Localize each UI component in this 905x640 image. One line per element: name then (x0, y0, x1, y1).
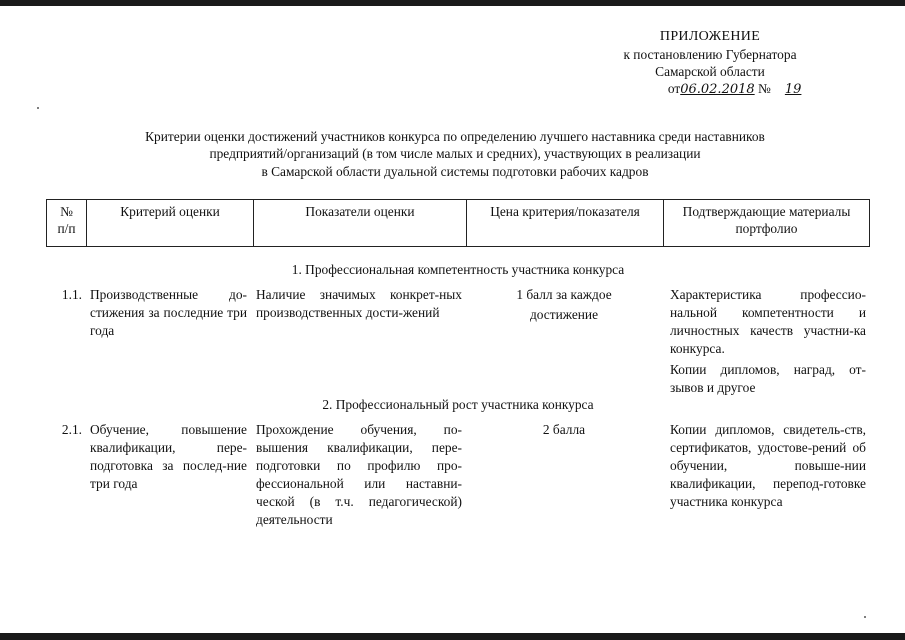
row-materials (670, 286, 866, 398)
number-label: № (758, 80, 771, 96)
appendix-date-line (560, 80, 860, 99)
appendix-line-1: к постановлению Губернатора (623, 46, 797, 62)
row-criterion: Обучение, повышение квалификации, пере-подготовка за послед-ние три года (90, 422, 247, 492)
scan-speck (37, 107, 39, 109)
header-materials: Подтверждающие материалы портфолио (664, 200, 870, 246)
section-title-1: 1. Профессиональная компетентность участника конкурса (291, 262, 625, 277)
row-indicator: Прохождение обучения, по-вышения квалификации, пере-подготовки по профилю про-фессиональной или наставни-ческой (в т.ч. педагогической) деятельности (256, 422, 462, 528)
scan-bottom-border (0, 633, 905, 640)
title-line-2: предприятий/организаций (в том числе малых и средних), участвующих в реализации (209, 146, 701, 162)
date-prefix: от (667, 80, 681, 96)
header-number: № п/п (46, 200, 87, 246)
handwritten-date: 06.02.2018 (680, 81, 755, 97)
appendix-heading: ПРИЛОЖЕНИЕ (659, 29, 761, 44)
title-line-3: в Самарской области дуальной системы подготовки рабочих кадров (261, 163, 649, 179)
appendix-block (560, 28, 860, 98)
scan-speck (864, 616, 866, 618)
row-materials (670, 421, 866, 511)
materials-paragraph: Копии дипломов, свидетель-ств, сертификатов, удостове-рений об обучении, повыше-нии квалификации, перепод-готовке участника конкурса (670, 422, 866, 510)
materials-paragraph: Копии дипломов, наград, от-зывов и другое (670, 362, 866, 396)
row-number: 1.1. (61, 287, 82, 302)
row-price: 2 балла (542, 422, 586, 437)
table-header (46, 199, 870, 247)
row-criterion: Производственные до-стижения за последние три года (90, 287, 247, 339)
header-indicators: Показатели оценки (254, 200, 467, 246)
title-line-1: Критерии оценки достижений участников конкурса по определению лучшего наставника среди наставников (145, 129, 765, 144)
appendix-line-2: Самарской области (655, 63, 765, 79)
header-price: Цена критерия/показателя (467, 200, 664, 246)
scan-top-border (0, 0, 905, 6)
section-title-2: 2. Профессиональный рост участника конкурса (322, 397, 594, 412)
row-indicator: Наличие значимых конкрет-ных производственных дости-жений (256, 287, 462, 321)
handwritten-number: 19 (784, 81, 802, 97)
row-price: 1 балл за каждое достижение (516, 287, 612, 323)
row-number: 2.1. (61, 422, 82, 437)
document-title (60, 128, 850, 180)
materials-paragraph: Характеристика профессио-нальной компетентности и личностных качеств участни-ка конкурса. (670, 287, 866, 357)
header-criterion: Критерий оценки (87, 200, 254, 246)
